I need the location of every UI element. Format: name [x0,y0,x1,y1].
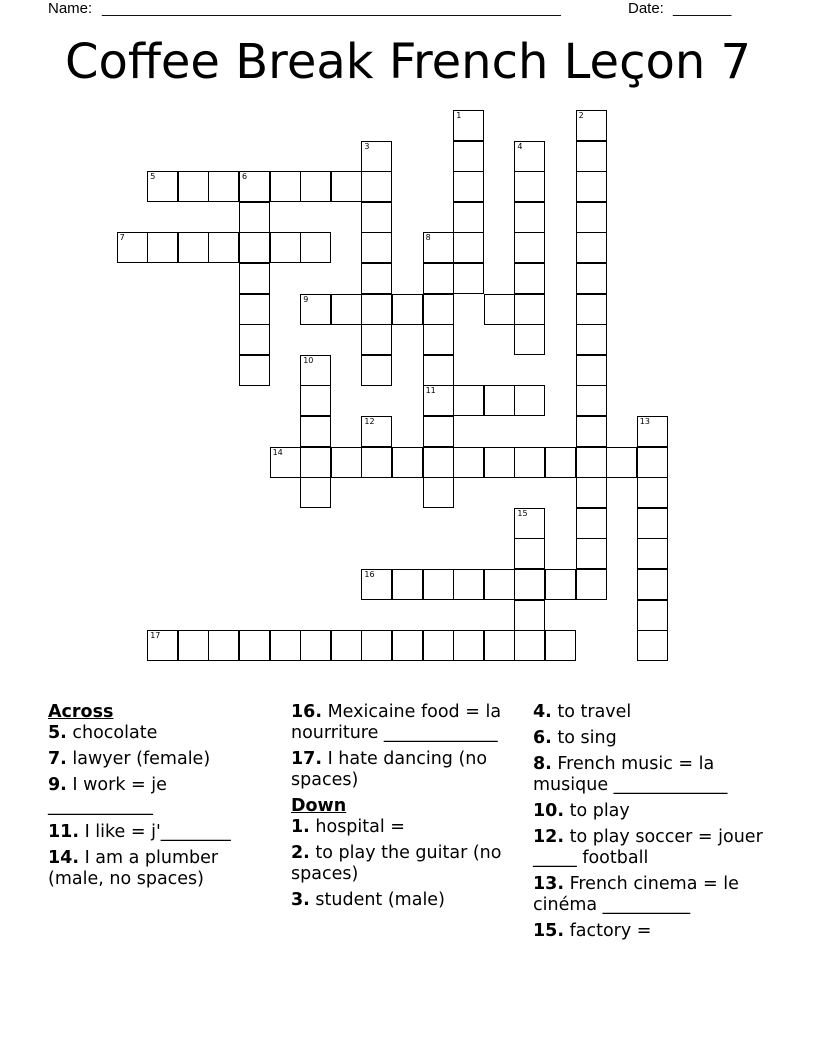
clue-text: hospital = [309,817,405,837]
grid-cell[interactable] [361,263,392,294]
clue-number-label: 13. [533,874,565,894]
grid-cell[interactable] [514,202,545,233]
grid-cell[interactable] [331,294,362,325]
clue-item [48,749,276,770]
grid-cell[interactable] [514,171,545,202]
clue-item [291,702,519,744]
grid-cell[interactable] [484,294,515,325]
clue-number: 14 [272,447,283,457]
clue-item [291,817,519,838]
grid-cell[interactable] [576,538,607,569]
grid-cell[interactable] [453,263,484,294]
grid-cell[interactable] [423,569,454,600]
grid-cell[interactable] [239,294,270,325]
grid-cell[interactable] [606,447,637,478]
clue-text: I like = j'________ [79,822,231,842]
clue-item [48,822,276,843]
grid-cell[interactable] [423,630,454,661]
grid-cell[interactable] [423,232,454,263]
grid-cell[interactable] [576,477,607,508]
grid-cell[interactable] [637,538,668,569]
clues-column-3 [533,702,773,947]
grid-cell[interactable] [576,324,607,355]
clue-text: student (male) [309,890,445,910]
clue-number: 11 [425,386,436,396]
grid-cell[interactable] [576,232,607,263]
clue-item [533,702,773,723]
clue-number-label: 9. [48,775,67,795]
name-field-line[interactable]: _______________________________________________________ [102,0,561,17]
grid-cell[interactable] [453,385,484,416]
clue-number-label: 4. [533,702,552,722]
clue-text: factory = [564,921,652,941]
grid-cell[interactable] [514,630,545,661]
grid-cell[interactable] [637,569,668,600]
down-clue-list-continued [533,702,773,942]
grid-cell[interactable] [514,263,545,294]
clue-item [291,890,519,911]
clue-item [533,801,773,822]
grid-cell[interactable] [300,477,331,508]
grid-cell[interactable] [117,232,148,263]
grid-cell[interactable] [545,569,576,600]
clue-item [48,848,276,890]
grid-cell[interactable] [514,508,545,539]
grid-cell[interactable] [331,630,362,661]
clues-column-1 [48,702,276,895]
grid-cell[interactable] [545,447,576,478]
grid-cell[interactable] [331,447,362,478]
grid-cell[interactable] [361,171,392,202]
date-label: Date: [628,0,664,17]
date-field-line[interactable]: _______ [673,0,732,17]
clue-number: 8 [425,233,431,243]
across-clue-list-continued [291,702,519,791]
grid-cell[interactable] [239,171,270,202]
clue-number: 16 [364,570,375,579]
name-label: Name: [48,0,93,17]
grid-cell[interactable] [637,508,668,539]
clue-number-label: 10. [533,801,565,821]
clue-number: 5 [150,172,156,182]
grid-cell[interactable] [147,630,178,661]
grid-cell[interactable] [576,447,607,478]
grid-cell[interactable] [423,355,454,386]
grid-cell[interactable] [300,630,331,661]
grid-cell[interactable] [392,569,423,600]
clue-number: 7 [119,233,125,243]
grid-cell[interactable] [576,263,607,294]
grid-cell[interactable] [239,263,270,294]
across-clue-list [48,723,276,890]
grid-cell[interactable] [576,110,607,141]
grid-cell[interactable] [637,630,668,661]
clue-item [533,827,773,869]
clue-number: 4 [517,141,523,151]
grid-cell[interactable] [453,171,484,202]
grid-cell[interactable] [361,569,392,600]
clue-number: 13 [639,417,650,426]
clue-item [291,843,519,885]
clue-number-label: 6. [533,728,552,748]
across-heading: Across [48,702,114,722]
grid-cell[interactable] [392,447,423,478]
grid-cell[interactable] [453,141,484,172]
clue-item [48,775,276,817]
grid-cell[interactable] [453,630,484,661]
clue-text: chocolate [66,723,158,743]
grid-cell[interactable] [514,324,545,355]
grid-cell[interactable] [514,600,545,631]
grid-cell[interactable] [453,232,484,263]
grid-cell[interactable] [423,263,454,294]
down-clue-list [291,817,519,911]
grid-cell[interactable] [178,232,209,263]
grid-cell[interactable] [270,171,301,202]
clue-text: to travel [551,702,632,722]
clue-text: I work = je ____________ [48,775,167,816]
grid-cell[interactable] [637,416,668,447]
clue-item [533,874,773,916]
grid-cell[interactable] [545,630,576,661]
grid-cell[interactable] [300,385,331,416]
grid-cell[interactable] [514,538,545,569]
clue-text: lawyer (female) [66,749,211,769]
clue-text: French cinema = le cinéma __________ [533,874,739,915]
clue-item [291,749,519,791]
grid-cell[interactable] [361,202,392,233]
grid-cell[interactable] [208,232,239,263]
clue-number-label: 7. [48,749,67,769]
clue-number-label: 5. [48,723,67,743]
clue-text: I hate dancing (no spaces) [291,749,488,790]
clue-number: 12 [364,417,375,426]
grid-cell[interactable] [300,447,331,478]
grid-cell[interactable] [147,232,178,263]
grid-cell[interactable] [392,294,423,325]
grid-cell[interactable] [576,355,607,386]
clue-number-label: 8. [533,754,552,774]
grid-cell[interactable] [576,171,607,202]
clue-item [533,754,773,796]
grid-cell[interactable] [576,294,607,325]
clue-number: 10 [303,355,314,365]
grid-cell[interactable] [208,171,239,202]
clue-item [48,723,276,744]
grid-cell[interactable] [576,141,607,172]
grid-cell[interactable] [453,110,484,141]
grid-cell[interactable] [484,630,515,661]
grid-cell[interactable] [423,447,454,478]
clue-number-label: 16. [291,702,323,722]
grid-cell[interactable] [514,141,545,172]
clue-number: 6 [242,172,248,182]
clue-number-label: 3. [291,890,310,910]
clue-number-label: 1. [291,817,310,837]
clue-number-label: 15. [533,921,565,941]
clue-text: to play [564,801,630,821]
clue-number-label: 12. [533,827,565,847]
grid-cell[interactable] [270,232,301,263]
grid-cell[interactable] [637,477,668,508]
clue-item [533,728,773,749]
clue-number-label: 17. [291,749,323,769]
grid-cell[interactable] [453,569,484,600]
clue-number: 3 [364,141,370,151]
grid-cell[interactable] [239,630,270,661]
grid-cell[interactable] [576,416,607,447]
grid-cell[interactable] [300,416,331,447]
grid-cell[interactable] [453,447,484,478]
grid-cell[interactable] [361,355,392,386]
clue-number-label: 11. [48,822,80,842]
down-heading: Down [291,796,347,816]
grid-cell[interactable] [423,477,454,508]
grid-cell[interactable] [392,630,423,661]
grid-cell[interactable] [239,324,270,355]
grid-cell[interactable] [576,508,607,539]
grid-cell[interactable] [514,569,545,600]
grid-cell[interactable] [239,202,270,233]
grid-cell[interactable] [178,630,209,661]
grid-cell[interactable] [208,630,239,661]
grid-cell[interactable] [423,416,454,447]
clue-text: to sing [551,728,617,748]
grid-cell[interactable] [361,232,392,263]
grid-cell[interactable] [361,630,392,661]
grid-cell[interactable] [453,202,484,233]
grid-cell[interactable] [484,569,515,600]
grid-cell[interactable] [178,171,209,202]
grid-cell[interactable] [484,447,515,478]
grid-cell[interactable] [637,600,668,631]
grid-cell[interactable] [484,385,515,416]
grid-cell[interactable] [423,324,454,355]
grid-cell[interactable] [637,447,668,478]
grid-cell[interactable] [361,294,392,325]
grid-cell[interactable] [300,294,331,325]
clue-text: to play soccer = jouer _____ football [533,827,763,868]
grid-cell[interactable] [576,569,607,600]
clue-number-label: 14. [48,848,80,868]
page-title: Coffee Break French Leçon 7 [64,34,752,90]
clue-number-label: 2. [291,843,310,863]
grid-cell[interactable] [147,171,178,202]
grid-cell[interactable] [423,385,454,416]
grid-cell[interactable] [361,416,392,447]
grid-cell[interactable] [361,141,392,172]
grid-cell[interactable] [576,202,607,233]
clue-text: Mexicaine food = la nourriture _____________ [291,702,502,743]
clue-item [533,921,773,942]
clue-text: French music = la musique _____________ [533,754,728,795]
clue-text: I am a plumber (male, no spaces) [48,848,219,889]
grid-cell[interactable] [270,630,301,661]
grid-cell[interactable] [239,355,270,386]
grid-cell[interactable] [361,447,392,478]
grid-cell[interactable] [300,171,331,202]
grid-cell[interactable] [514,294,545,325]
grid-cell[interactable] [331,171,362,202]
grid-cell[interactable] [514,232,545,263]
clue-number: 2 [578,111,584,120]
clue-number: 15 [517,508,528,518]
grid-cell[interactable] [576,385,607,416]
grid-cell[interactable] [239,232,270,263]
clue-number: 1 [456,111,462,120]
grid-cell[interactable] [300,355,331,386]
clue-number: 9 [303,294,309,304]
grid-cell[interactable] [270,447,301,478]
clue-number: 17 [150,631,161,641]
grid-cell[interactable] [361,324,392,355]
grid-cell[interactable] [514,447,545,478]
grid-cell[interactable] [300,232,331,263]
clues-column-2 [291,702,519,916]
clue-text: to play the guitar (no spaces) [291,843,502,884]
grid-cell[interactable] [514,385,545,416]
grid-cell[interactable] [423,294,454,325]
